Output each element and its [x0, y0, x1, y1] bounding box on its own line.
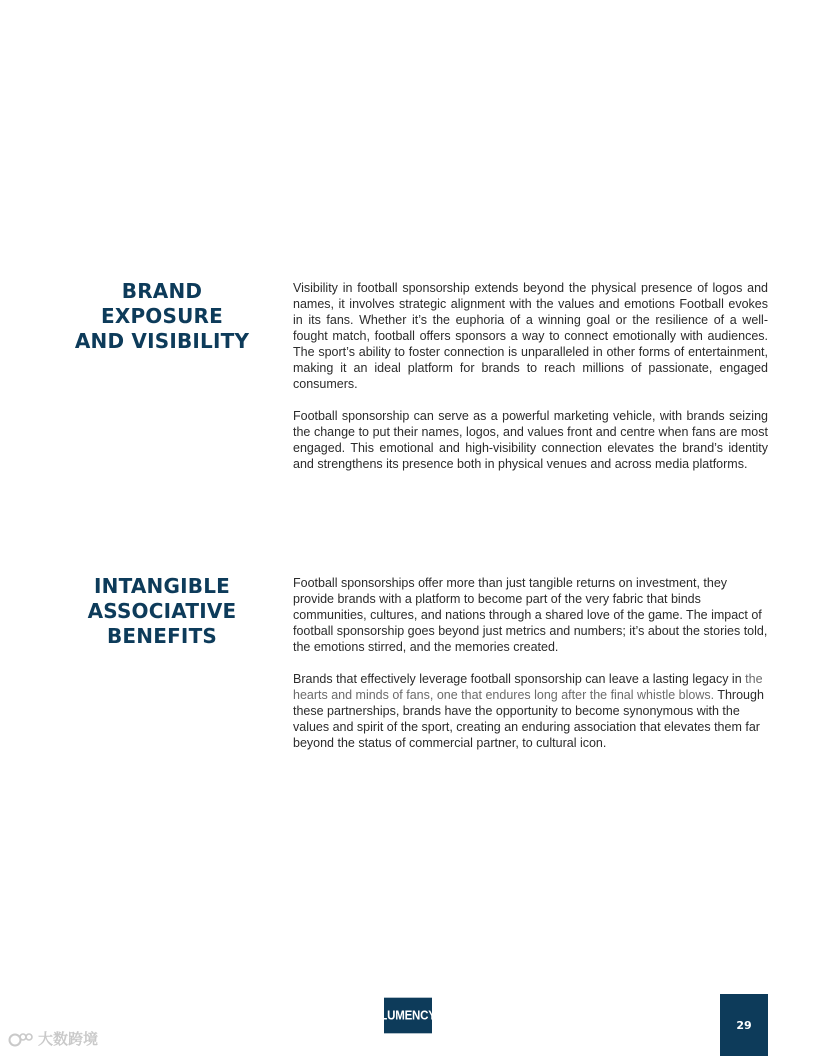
paragraph: Football sponsorships offer more than just tangible returns on investment, they provide brands with a platform to become part of the very fabric that binds communities, cultures, and nations through a shared love of the game. The impact of football sponsorship goes beyond just metrics and numbers; it’s about the stories told, the emotions stirred, and the memories created. — [293, 576, 768, 654]
logo-text: LUMENCY — [380, 1008, 436, 1023]
heading-line: INTANGIBLE — [94, 574, 230, 598]
paragraph-line-grey: the hearts and minds of fans, one that endures long after the final whistle blows. — [293, 672, 763, 702]
lumency-logo — [380, 998, 436, 1034]
section-body — [293, 280, 768, 488]
heading-line: BENEFITS — [106, 624, 218, 648]
paragraph-rest: Through these partnerships, brands have the opportunity to become synonymous with the values and spirit of the sport, creating an enduring association that elevates them far beyond the status of commercial partner, to cultural icon. — [293, 688, 764, 750]
section-heading — [60, 279, 264, 354]
heading-line: BRAND EXPOSURE — [100, 279, 224, 328]
section-heading — [60, 574, 264, 649]
heading-line: AND VISIBILITY — [74, 329, 250, 353]
watermark-text: 大数跨境 — [38, 1030, 99, 1048]
paragraph: Visibility in football sponsorship extends beyond the physical presence of logos and names, it involves strategic alignment with the values and emotions Football evokes in its fans. Whether it’s the euphoria of a winning goal or the resilience of a well-fought match, football offers sponsors a way to connect emotionally with audiences. The sport’s ability to foster connection is unparalleled in other forms of entertainment, making it an ideal platform for brands to reach millions of passionate, engaged consumers. — [293, 281, 768, 391]
page-number-box — [720, 994, 768, 1056]
paragraph: Football sponsorship can serve as a powerful marketing vehicle, with brands seizing the change to put their names, logos, and values front and centre when fans are most engaged. This emotional and high-visibility connection elevates the brand’s identity and strengthens its presence both in physical venues and across media platforms. — [293, 409, 768, 471]
watermark — [8, 1028, 98, 1049]
paragraph-line: Brands that effectively leverage football sponsorship can leave a lasting legacy in — [293, 672, 742, 686]
page-number: 29 — [736, 1018, 752, 1032]
paragraph — [293, 671, 768, 751]
heading-line: ASSOCIATIVE — [87, 599, 237, 623]
section-body — [293, 575, 768, 767]
watermark-logo-icon — [8, 1030, 34, 1048]
